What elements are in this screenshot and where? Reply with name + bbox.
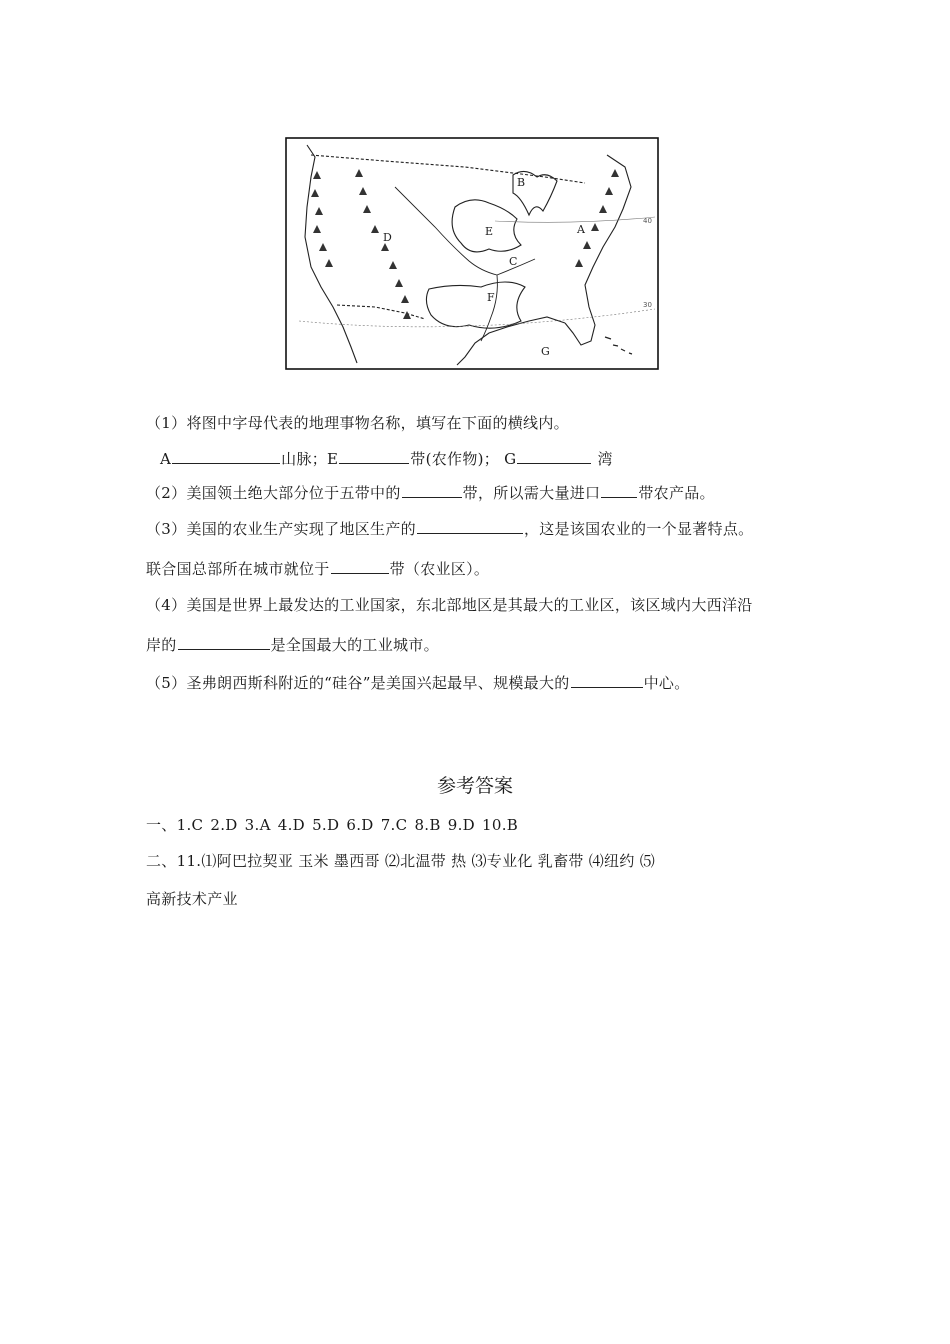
answers-line-2: 二、11.⑴阿巴拉契亚 玉米 墨西哥 ⑵北温带 热 ⑶专业化 乳畜带 ⑷纽约 ⑸ [146, 852, 656, 870]
blank-q2-zone[interactable] [402, 483, 462, 498]
blank-q3-specialization[interactable] [417, 519, 523, 534]
map-label-c: C [509, 255, 518, 268]
question-1-prompt: （1）将图中字母代表的地理事物名称，填写在下面的横线内。 [146, 414, 569, 432]
question-3-line-1: （3）美国的农业生产实现了地区生产的 ，这是该国农业的一个显著特点。 [146, 520, 754, 538]
map-label-g: G [541, 345, 550, 358]
map-label-e: E [485, 225, 494, 238]
blank-e[interactable] [339, 449, 409, 464]
blank-g[interactable] [517, 449, 591, 464]
map-label-a: A [577, 223, 585, 236]
question-5: （5）圣弗朗西斯科附近的“硅谷”是美国兴起最早、规模最大的 中心。 [146, 674, 690, 692]
question-4-line-1: （4）美国是世界上最发达的工业国家，东北部地区是其最大的工业区，该区域内大西洋沿 [146, 596, 753, 614]
map-label-f: F [487, 291, 495, 304]
usa-map-figure [285, 137, 659, 370]
blank-q3-belt[interactable] [331, 559, 389, 574]
map-frame [286, 138, 658, 369]
latitude-30: 30 [643, 301, 652, 309]
blank-q5-industry[interactable] [571, 673, 643, 688]
question-1-blanks: A 山脉；E 带(农作物)； G 湾 [160, 450, 613, 468]
blank-a[interactable] [172, 449, 280, 464]
mountain-symbols [311, 169, 619, 319]
map-outlines [299, 145, 655, 365]
latitude-40: 40 [643, 217, 652, 225]
question-3-line-2: 联合国总部所在城市就位于 带（农业区）。 [146, 560, 490, 578]
question-4-line-2: 岸的 是全国最大的工业城市。 [146, 636, 439, 654]
map-label-b: B [517, 176, 526, 189]
answers-title: 参考答案 [436, 775, 513, 797]
question-2: （2）美国领土绝大部分位于五带中的 带，所以需大量进口 带农产品。 [146, 484, 715, 502]
answers-line-3: 高新技术产业 [146, 890, 238, 908]
blank-q2-import[interactable] [601, 483, 637, 498]
blank-q4-city[interactable] [178, 635, 270, 650]
map-label-d: D [383, 231, 392, 244]
answers-line-1: 一、1.C 2.D 3.A 4.D 5.D 6.D 7.C 8.B 9.D 10.B [146, 816, 519, 834]
